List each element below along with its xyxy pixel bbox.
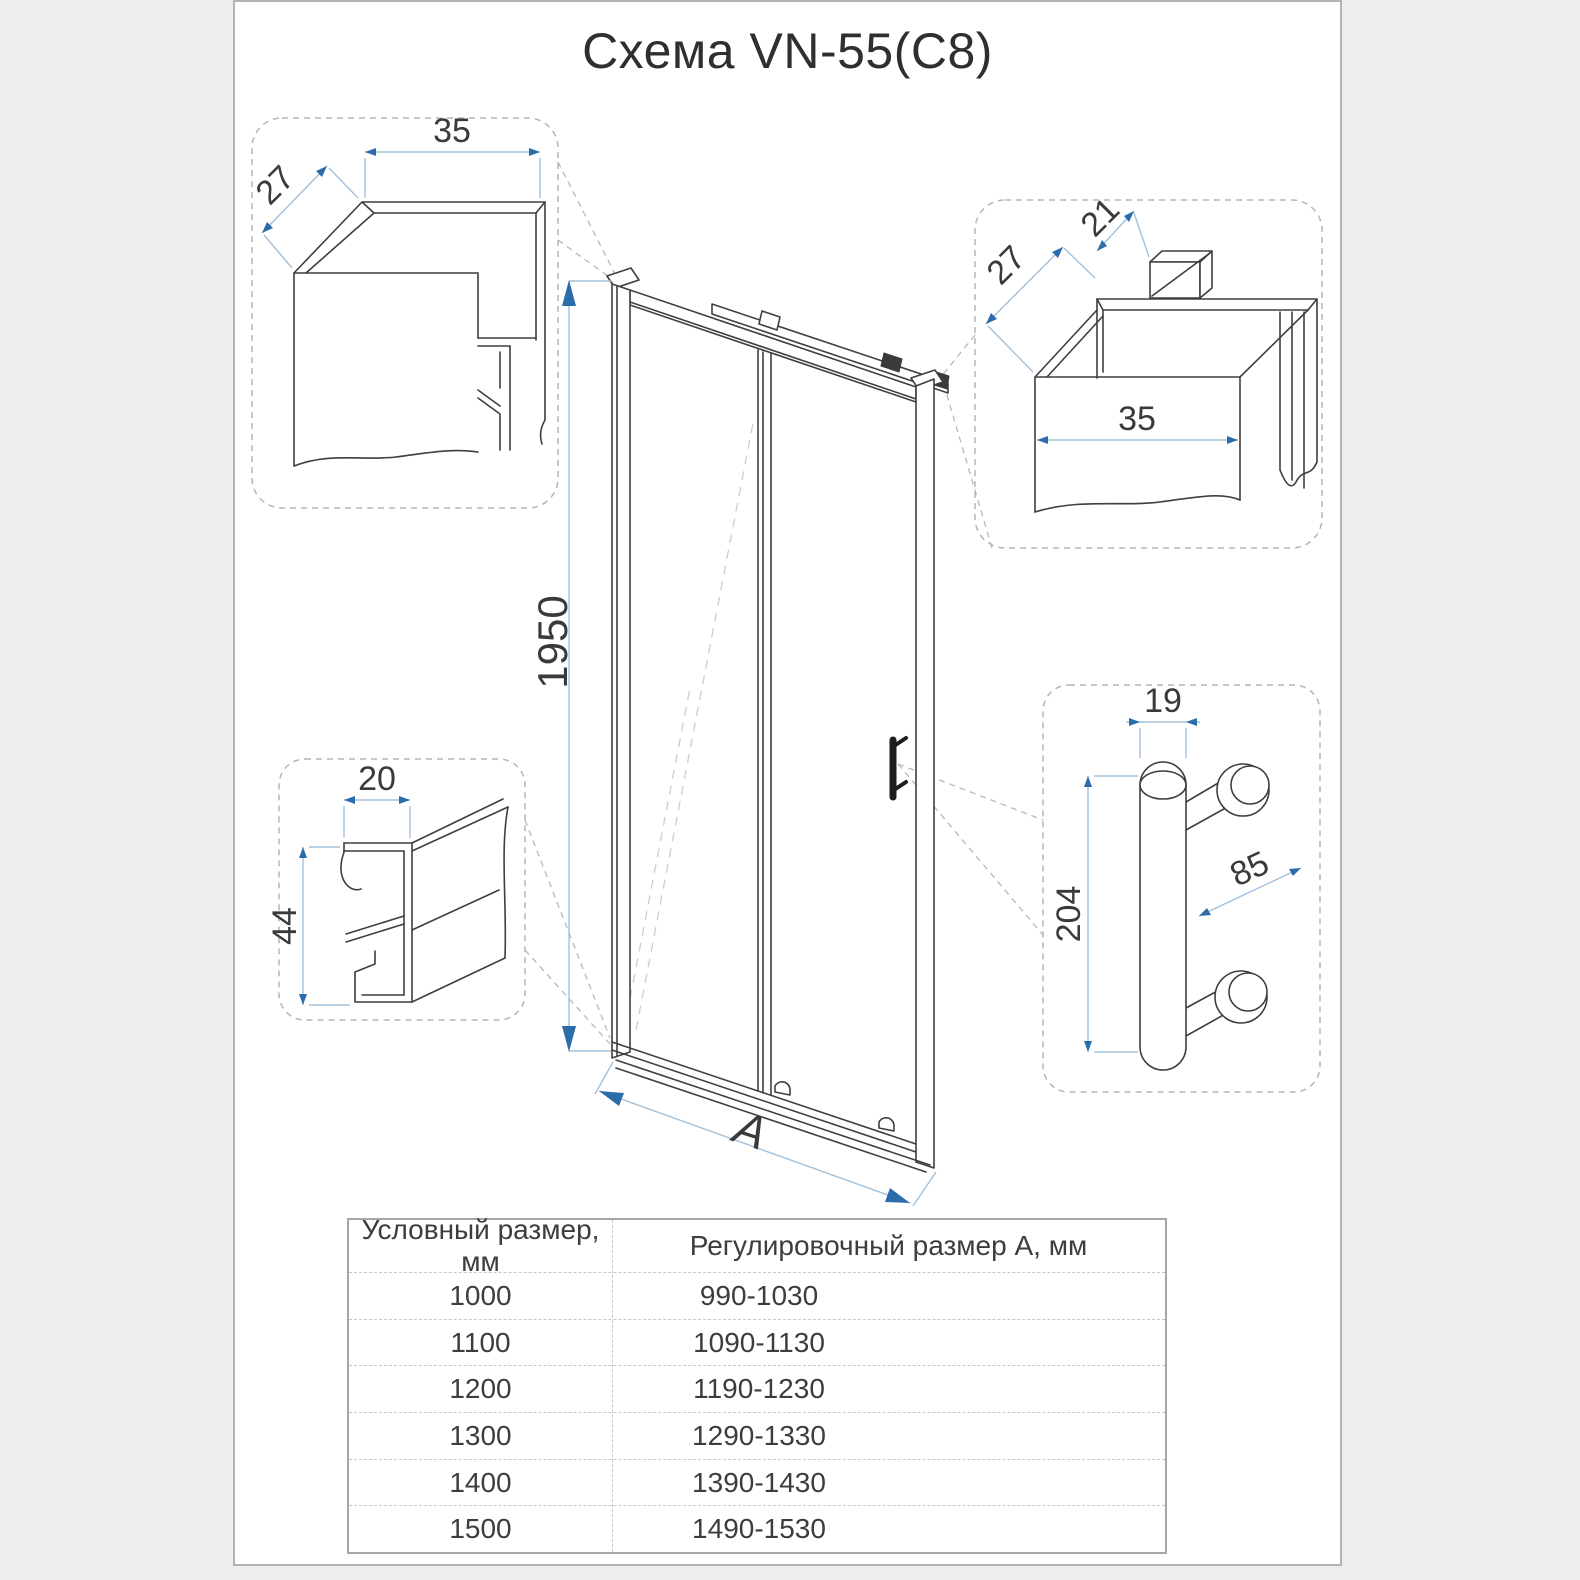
nominal-size: 1100: [450, 1326, 511, 1358]
adjust-range: 1090-1130: [693, 1326, 825, 1358]
size-table: [347, 1214, 1167, 1554]
nominal-size: 1200: [449, 1373, 512, 1405]
sliding-panel-edge: [758, 350, 771, 1095]
nominal-size: 1300: [449, 1419, 512, 1451]
page-title: Схема VN-55(C8): [582, 23, 993, 79]
dim-label-handle-length: 204: [1050, 885, 1088, 943]
nominal-size: 1500: [449, 1513, 512, 1545]
table-header-row: [349, 1214, 1165, 1277]
wall-profile-right-drawing: [979, 190, 1317, 512]
bottom-rail-profile-drawing: [266, 760, 508, 1005]
dim-label-height: 1950: [529, 595, 576, 689]
dim-label-wall-right-depth: 27: [979, 238, 1034, 293]
leader-lines: [525, 162, 1043, 1044]
right-stile: [916, 379, 934, 1168]
dim-label-rail-height: 44: [266, 907, 304, 945]
adjust-range: 1390-1430: [692, 1466, 826, 1498]
table-header-nominal: Условный размер, мм: [361, 1214, 600, 1277]
table-row: [349, 1365, 1165, 1412]
adjust-range: 990-1030: [699, 1279, 819, 1311]
adjust-range: 1490-1530: [692, 1513, 826, 1545]
bottom-roller: [775, 1082, 790, 1095]
table-row: [349, 1505, 1165, 1552]
door-drawing: [607, 268, 949, 1172]
table-row: [349, 1319, 1165, 1366]
dim-label-handle-diameter: 19: [1144, 682, 1182, 720]
dim-label-wall-left-depth: 27: [248, 158, 303, 213]
dim-label-handle-standoff: 85: [1224, 843, 1275, 895]
table-row: [349, 1273, 1165, 1319]
dim-label-wall-right-tube: 21: [1073, 190, 1128, 245]
dim-label-wall-left-width: 35: [433, 112, 471, 150]
nominal-size: 1000: [449, 1279, 512, 1311]
nominal-size: 1400: [449, 1466, 512, 1498]
table-header-adjustable: Регулировочный размер А, мм: [689, 1230, 1088, 1261]
left-stile: [612, 284, 630, 1058]
dim-label-rail-width: 20: [358, 760, 396, 798]
wall-profile-left-drawing: [248, 112, 545, 466]
adjust-range: 1190-1230: [693, 1373, 825, 1405]
callout-box-wall-profile-right: [975, 200, 1322, 548]
bottom-roller: [879, 1118, 894, 1131]
handle-drawing: [1050, 682, 1301, 1070]
callout-box-wall-profile-left: [252, 118, 558, 508]
door-handle: [893, 738, 906, 797]
adjust-range: 1290-1330: [692, 1419, 826, 1451]
dim-label-wall-right-width: 35: [1118, 400, 1156, 438]
table-row: [349, 1459, 1165, 1506]
dim-label-width: A: [727, 1100, 774, 1160]
table-row: [349, 1412, 1165, 1459]
